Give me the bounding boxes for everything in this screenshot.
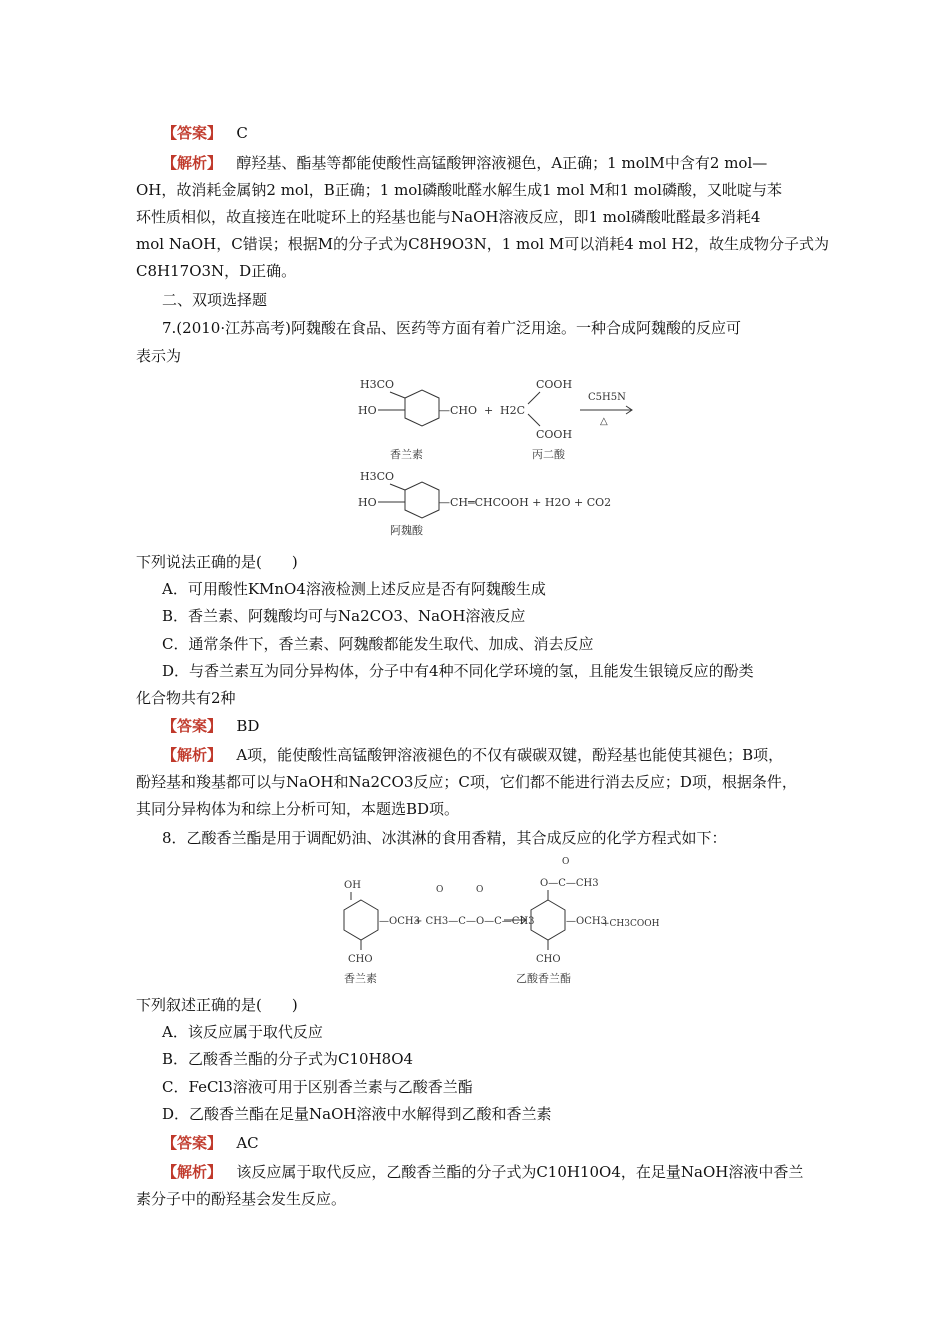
ester-label: O—C—CH3	[540, 878, 599, 889]
analysis-tag: 【解析】	[162, 154, 223, 172]
q7-analysis-text: 其同分异构体为和综上分析可知，本题选BD项。	[136, 800, 460, 818]
q7-analysis-text: 酚羟基和羧基都可以与NaOH和Na2CO3反应；C项，它们都不能进行消去反应；D项，根据条件，	[136, 773, 797, 791]
q7-analysis-line	[162, 745, 783, 765]
compound-label: 香兰素	[344, 972, 377, 985]
answer-value: BD	[236, 717, 260, 735]
carbonyl-o: O	[436, 885, 444, 895]
benzene-ring	[405, 390, 439, 426]
compound-label: 丙二酸	[532, 448, 565, 461]
analysis-tag: 【解析】	[162, 746, 223, 764]
option-d: D．与香兰素互为同分异构体，分子中有4种不同化学环境的氢，且能发生银镜反应的酚类	[162, 662, 754, 680]
och3-label: —OCH3	[379, 916, 420, 927]
analysis-text: A项，能使酸性高锰酸钾溶液褪色的不仅有碳碳双键，酚羟基也能使其褪色；B项，	[236, 746, 784, 764]
h3co-label: H3CO	[360, 378, 395, 391]
q6-answer	[162, 123, 248, 143]
option-b: B．香兰素、阿魏酸均可与Na2CO3、NaOH溶液反应	[162, 607, 526, 625]
cooh-label: COOH	[536, 428, 573, 441]
option-a: A．可用酸性KMnO4溶液检测上述反应是否有阿魏酸生成	[162, 580, 546, 598]
section-heading: 二、双项选择题	[162, 291, 268, 309]
reagent-label: C5H5N	[588, 392, 626, 403]
cho-label: CHO	[348, 954, 373, 965]
option-d-cont: 化合物共有2种	[136, 689, 236, 707]
benzene-ring	[405, 482, 439, 518]
bond	[390, 392, 405, 398]
byproduct-label: +CH3COOH	[602, 919, 660, 929]
answer-tag: 【答案】	[162, 124, 223, 142]
option-c: C．FeCl3溶液可用于区别香兰素与乙酸香兰酯	[162, 1078, 473, 1096]
q6-analysis-text: mol NaOH，C错误；根据M的分子式为C8H9O3N，1 mol M可以消耗4 mol H2，故生成物分子式为	[136, 235, 829, 253]
ho-label: HO	[358, 404, 377, 417]
benzene-ring	[531, 900, 565, 940]
compound-label: 香兰素	[390, 448, 423, 461]
carbonyl-o: O	[476, 885, 484, 895]
q8-stem: 8．乙酸香兰酯是用于调配奶油、冰淇淋的食用香精，其合成反应的化学方程式如下：	[162, 829, 727, 847]
option-a: A．该反应属于取代反应	[162, 1023, 323, 1041]
answer-value: AC	[236, 1134, 259, 1152]
q8-question: 下列叙述正确的是( )	[136, 996, 298, 1014]
q6-analysis-line	[162, 153, 767, 173]
benzene-ring	[344, 900, 378, 940]
q7-answer	[162, 716, 259, 736]
cho-label: CHO	[536, 954, 561, 965]
q8-analysis-line	[162, 1162, 803, 1182]
bond	[528, 414, 540, 426]
analysis-text: 该反应属于取代反应，乙酸香兰酯的分子式为C10H10O4，在足量NaOH溶液中香兰	[236, 1163, 804, 1181]
cho-label: —CHO	[439, 404, 478, 417]
bond	[528, 392, 540, 404]
option-d: D．乙酸香兰酯在足量NaOH溶液中水解得到乙酸和香兰素	[162, 1105, 552, 1123]
heat-symbol: △	[600, 416, 608, 427]
h2c-label: H2C	[500, 404, 526, 417]
cooh-label: COOH	[536, 378, 573, 391]
compound-label: 乙酸香兰酯	[516, 972, 571, 985]
answer-tag: 【答案】	[162, 717, 223, 735]
q7-stem: 7.(2010·江苏高考)阿魏酸在食品、医药等方面有着广泛用途。一种合成阿魏酸的反应可	[162, 319, 741, 337]
q6-analysis-text: C8H17O3N，D正确。	[136, 262, 297, 280]
option-b: B．乙酸香兰酯的分子式为C10H8O4	[162, 1050, 414, 1068]
q7-stem: 表示为	[136, 347, 182, 365]
q7-reaction-figure	[350, 372, 650, 542]
answer-value: C	[236, 124, 248, 142]
q6-analysis-text: OH，故消耗金属钠2 mol，B正确；1 mol磷酸吡醛水解生成1 mol M和1 mol磷酸，又吡啶与苯	[136, 181, 782, 199]
compound-label: 阿魏酸	[390, 524, 423, 537]
plus-sign: +	[484, 404, 494, 417]
q8-analysis-text: 素分子中的酚羟基会发生反应。	[136, 1190, 347, 1208]
q8-reaction-figure	[336, 852, 666, 992]
analysis-text: 醇羟基、酯基等都能使酸性高锰酸钾溶液褪色，A正确；1 molM中含有2 mol—	[236, 154, 768, 172]
anhydride-label: + CH3—C—O—C—CH3	[414, 916, 535, 927]
och3-label: —OCH3	[566, 916, 607, 927]
q6-analysis-text: 环性质相似，故直接连在吡啶环上的羟基也能与NaOH溶液反应，即1 mol磷酸吡醛最多消耗4	[136, 208, 761, 226]
q7-question: 下列说法正确的是( )	[136, 553, 298, 571]
answer-tag: 【答案】	[162, 1134, 223, 1152]
oh-label: OH	[344, 880, 361, 891]
bond	[390, 484, 405, 490]
q8-answer	[162, 1133, 259, 1153]
h3co-label: H3CO	[360, 470, 395, 483]
analysis-tag: 【解析】	[162, 1163, 223, 1181]
carbonyl-o: O	[562, 857, 570, 867]
ho-label: HO	[358, 496, 377, 509]
product-chain: —CH═CHCOOH + H2O + CO2	[439, 496, 612, 509]
option-c: C．通常条件下，香兰素、阿魏酸都能发生取代、加成、消去反应	[162, 635, 594, 653]
